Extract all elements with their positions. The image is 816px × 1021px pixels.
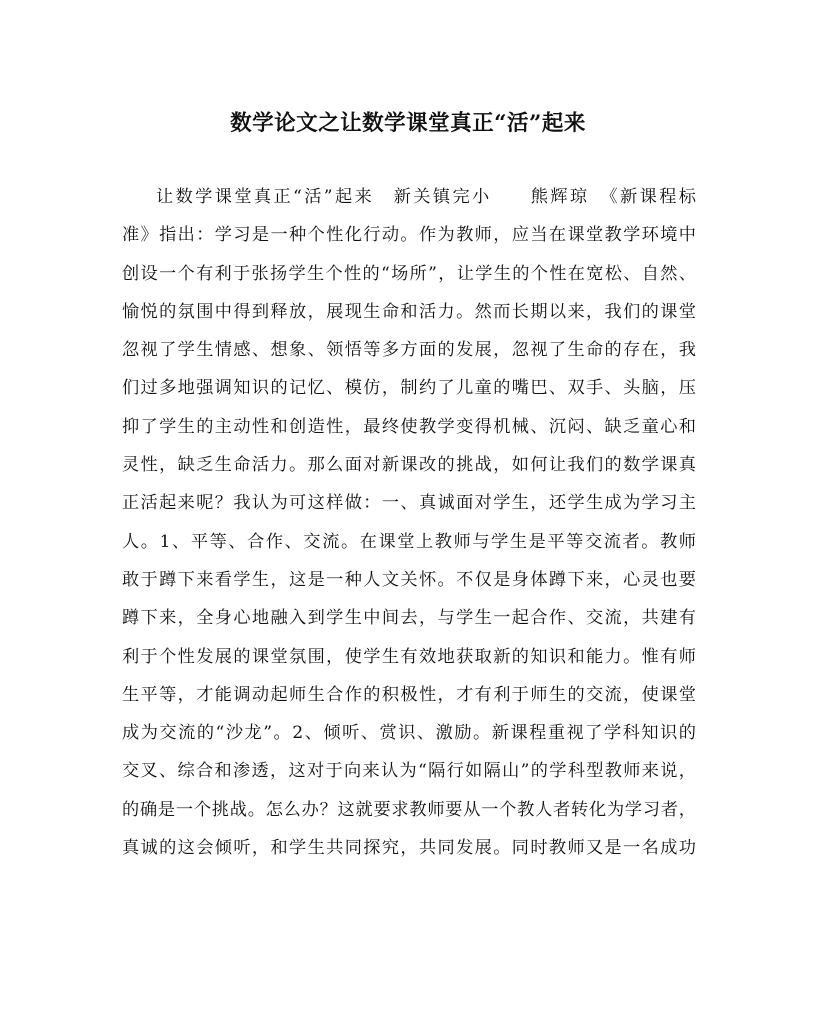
text-line: 交叉、综合和渗透，这对于向来认为“隔行如隔山”的学科型教师来说，: [122, 761, 696, 782]
text-line: 抑了学生的主动性和创造性，最终使教学变得机械、沉闷、缺乏童心和: [122, 416, 696, 437]
document-title: 数学论文之让数学课堂真正“活”起来: [230, 111, 586, 136]
text-line: 忽视了学生情感、想象、领悟等多方面的发展，忽视了生命的存在，我: [122, 340, 696, 361]
text-line: 创设一个有利于张扬学生个性的“场所”，让学生的个性在宽松、自然、: [122, 263, 696, 284]
text-line: 敢于蹲下来看学生，这是一种人文关怀。不仅是身体蹲下来，心灵也要: [122, 569, 696, 590]
text-line: 蹲下来，全身心地融入到学生中间去，与学生一起合作、交流，共建有: [122, 608, 696, 629]
text-line: 的确是一个挑战。怎么办？这就要求教师要从一个教人者转化为学习者，: [122, 799, 696, 820]
text-line: 利于个性发展的课堂氛围，使学生有效地获取新的知识和能力。惟有师: [122, 646, 696, 667]
text-line: 生平等，才能调动起师生合作的积极性，才有利于师生的交流，使课堂: [122, 684, 696, 705]
text-line: 准》指出：学习是一种个性化行动。作为教师，应当在课堂教学环境中: [122, 225, 696, 246]
text-line: 让数学课堂真正“活”起来 新关镇完小 熊辉琼 《新课程标: [156, 187, 696, 207]
text-line: 愉悦的氛围中得到释放，展现生命和活力。然而长期以来，我们的课堂: [122, 301, 696, 322]
text-line: 正活起来呢？我认为可这样做：一、真诚面对学生，还学生成为学习主: [122, 493, 696, 514]
text-line: 们过多地强调知识的记忆、模仿，制约了儿童的嘴巴、双手、头脑，压: [122, 378, 696, 399]
document-body: [122, 178, 696, 867]
text-line: 成为交流的“沙龙”。2、倾听、赏识、激励。新课程重视了学科知识的: [122, 723, 696, 744]
text-line: 灵性，缺乏生命活力。那么面对新课改的挑战，如何让我们的数学课真: [122, 455, 696, 476]
text-line: 人。1、平等、合作、交流。在课堂上教师与学生是平等交流者。教师: [122, 531, 696, 552]
text-line: 真诚的这会倾听，和学生共同探究，共同发展。同时教师又是一名成功: [122, 838, 696, 859]
